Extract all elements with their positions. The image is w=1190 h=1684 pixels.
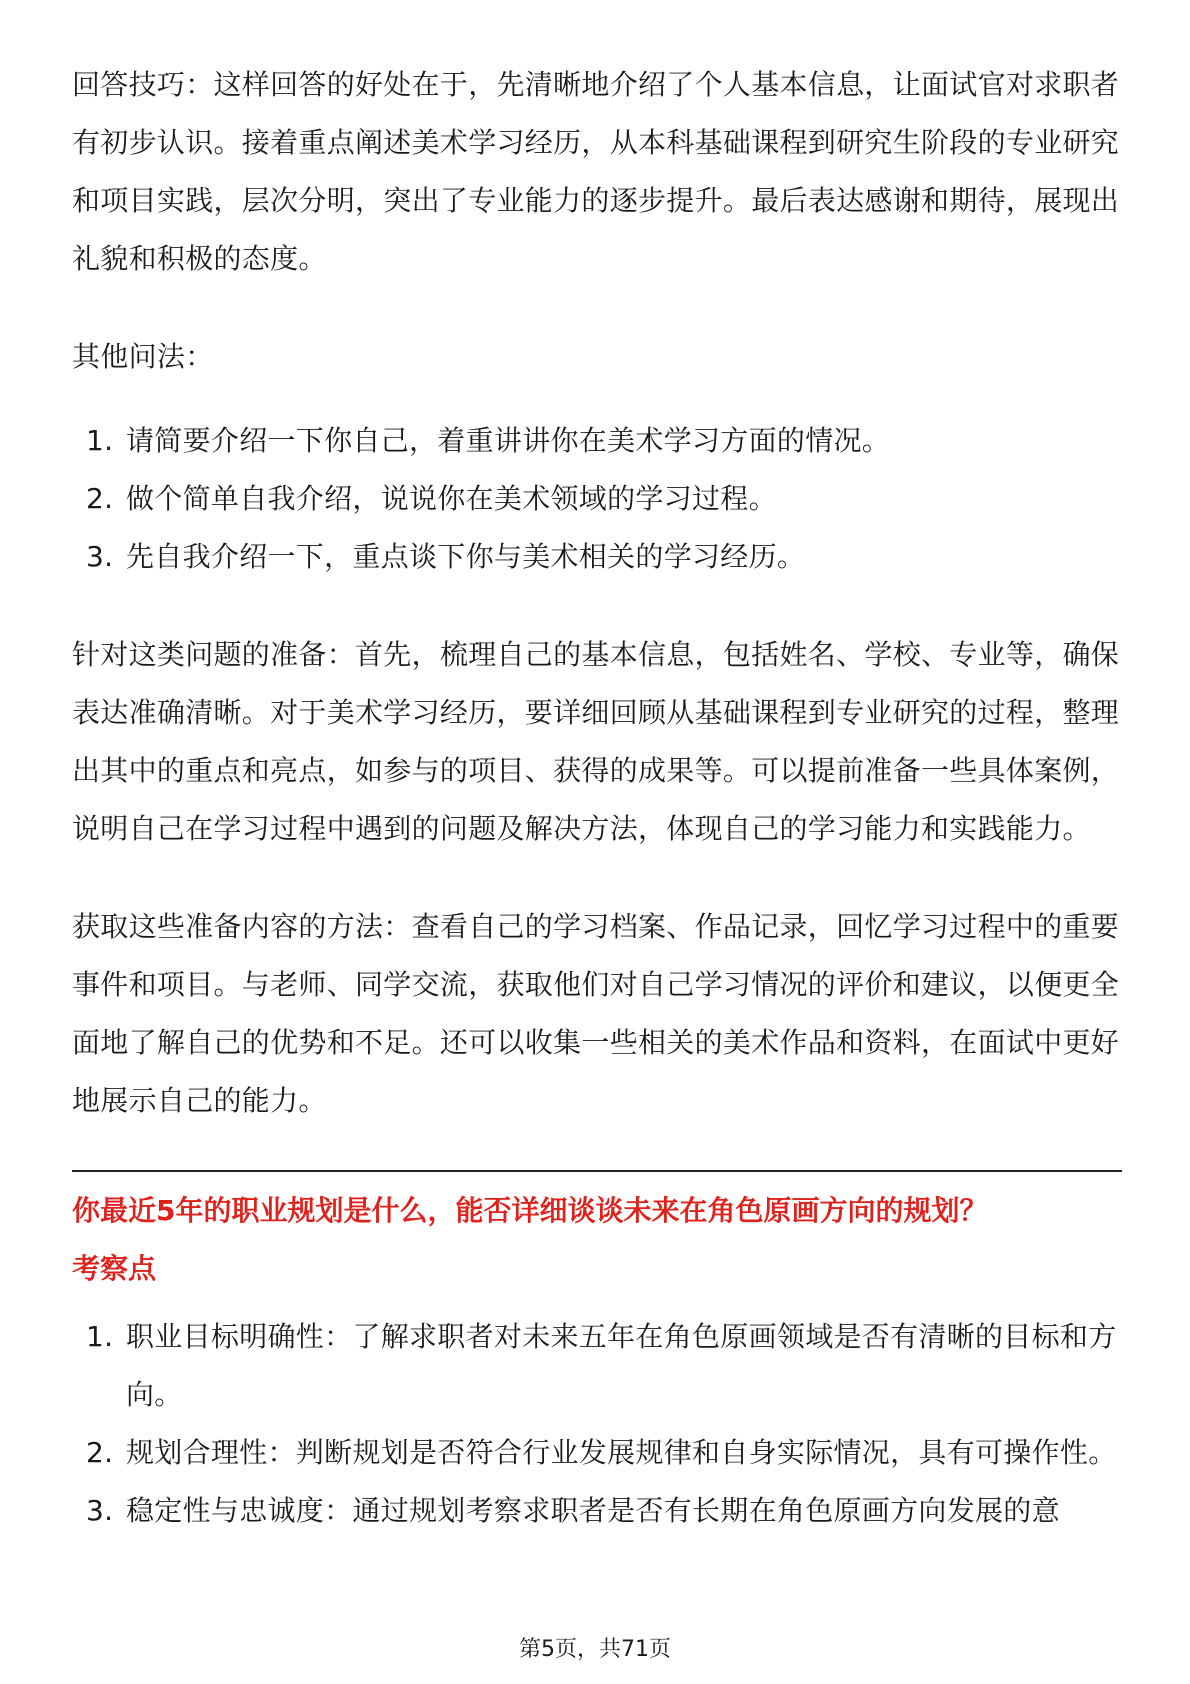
preparation-paragraph: 针对这类问题的准备：首先，梳理自己的基本信息，包括姓名、学校、专业等，确保表达准确清晰。对于美术学习经历，要详细回顾从基础课程到专业研究的过程，整理出其中的重点和亮点，如参与的项目、获得的成果等。可以提前准备一些具体案例，说明自己在学习过程中遇到的问题及解决方法，体现自己的学习能力和实践能力。 xyxy=(72,638,1120,845)
list-item: 3. 稳定性与忠诚度：通过规划考察求职者是否有长期在角色原画方向发展的意 xyxy=(86,1494,1060,1527)
list-item: 3. 先自我介绍一下，重点谈下你与美术相关的学习经历。 xyxy=(86,540,806,573)
document-page xyxy=(72,56,1122,1540)
assessment-heading: 考察点 xyxy=(72,1252,157,1285)
list-item: 1. 职业目标明确性：了解求职者对未来五年在角色原画领域是否有清晰的目标和方向。 xyxy=(86,1320,1117,1411)
other-questions-list xyxy=(72,412,1122,586)
list-item: 2. 做个简单自我介绍，说说你在美术领域的学习过程。 xyxy=(86,482,777,515)
other-questions-heading: 其他问法： xyxy=(72,340,214,373)
list-item: 2. 规划合理性：判断规划是否符合行业发展规律和自身实际情况，具有可操作性。 xyxy=(86,1436,1117,1469)
page-footer: 第5页，共71页 xyxy=(519,1637,671,1662)
assessment-list xyxy=(72,1308,1122,1540)
question-title: 你最近5年的职业规划是什么，能否详细谈谈未来在角色原画方向的规划？ xyxy=(72,1194,988,1227)
method-paragraph: 获取这些准备内容的方法：查看自己的学习档案、作品记录，回忆学习过程中的重要事件和项目。与老师、同学交流，获取他们对自己学习情况的评价和建议，以便更全面地了解自己的优势和不足。还可以收集一些相关的美术作品和资料，在面试中更好地展示自己的能力。 xyxy=(72,910,1120,1117)
section-divider xyxy=(72,1170,1122,1172)
list-item: 1. 请简要介绍一下你自己，着重讲讲你在美术学习方面的情况。 xyxy=(86,424,891,457)
answer-tips-paragraph: 回答技巧：这样回答的好处在于，先清晰地介绍了个人基本信息，让面试官对求职者有初步认识。接着重点阐述美术学习经历，从本科基础课程到研究生阶段的专业研究和项目实践，层次分明，突出了专业能力的逐步提升。最后表达感谢和期待，展现出礼貌和积极的态度。 xyxy=(72,68,1120,275)
